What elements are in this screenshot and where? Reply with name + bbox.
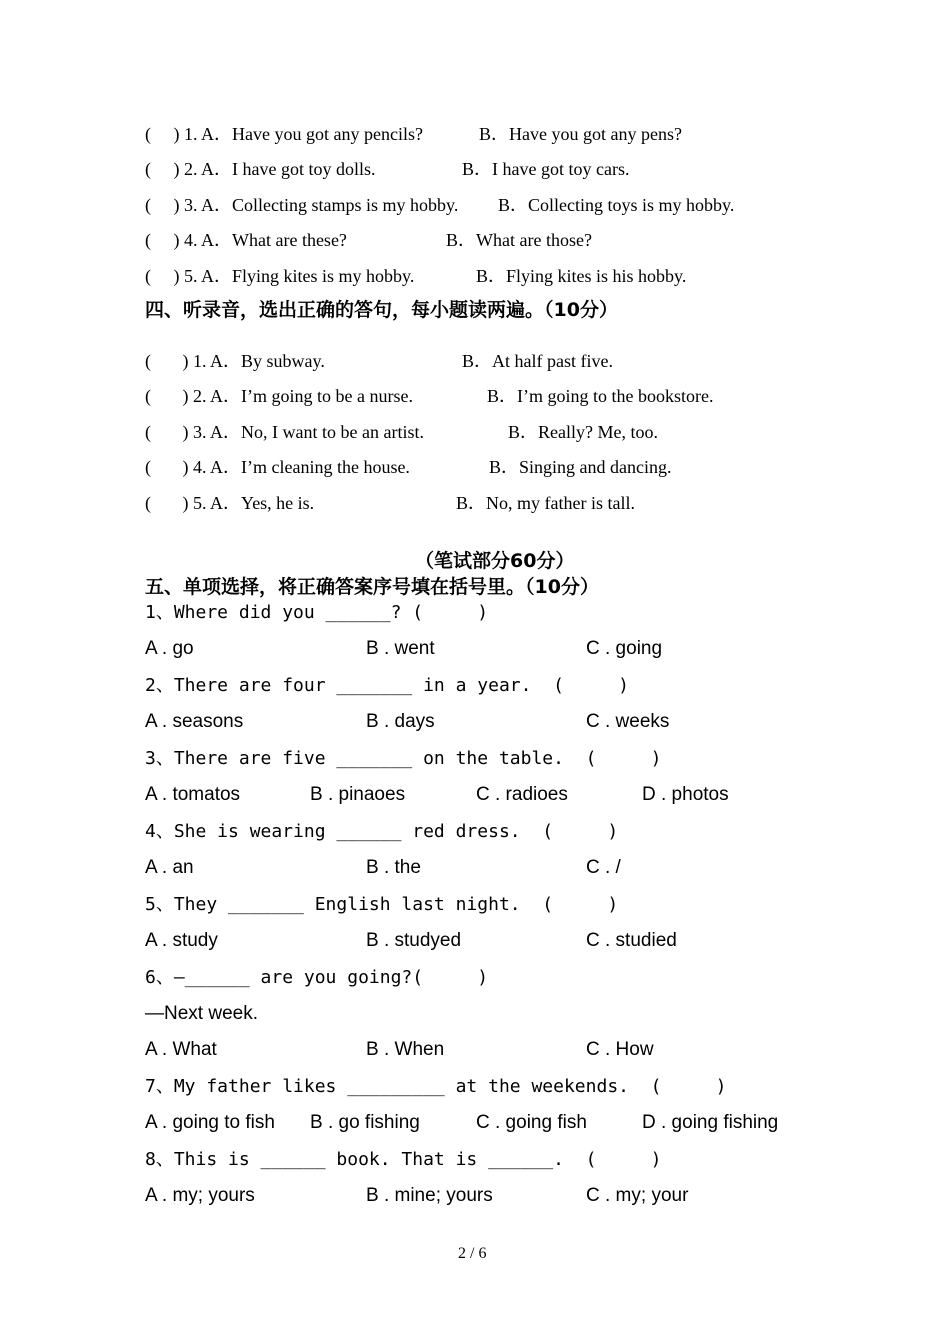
s3-item5-b: B．Flying kites is his hobby.	[476, 266, 687, 286]
s4-item1-a: ( ) 1. A．By subway.	[145, 351, 325, 371]
s4-item5-a: ( ) 5. A．Yes, he is.	[145, 493, 315, 513]
q8-option-a: A . my; yours	[145, 1185, 255, 1206]
q7-option-b: B . go fishing	[310, 1112, 420, 1133]
section4-heading: 四、听录音，选出正确的答句，每小题读两遍。（10分）	[145, 299, 618, 321]
q6-option-c: C . How	[586, 1039, 654, 1060]
q7-option-c: C . going fish	[476, 1112, 587, 1133]
s3-item2-b: B．I have got toy cars.	[462, 159, 630, 179]
q4-option-b: B . the	[366, 857, 421, 878]
q7-stem: 7、My father likes _________ at the weekends. ( )	[145, 1076, 727, 1097]
s3-item1-a: ( ) 1. A．Have you got any pencils?	[145, 124, 423, 144]
q7-option-d: D . going fishing	[642, 1112, 779, 1133]
s3-item4-b: B．What are those?	[446, 230, 592, 250]
section5-heading: 五、单项选择，将正确答案序号填在括号里。（10分）	[145, 576, 599, 598]
q3-option-c: C . radioes	[476, 784, 568, 805]
q7-option-a: A . going to fish	[145, 1112, 275, 1133]
q5-option-a: A . study	[145, 930, 218, 951]
q3-option-d: D . photos	[642, 784, 729, 805]
q2-option-a: A . seasons	[145, 711, 244, 732]
q1-option-b: B . went	[366, 638, 435, 659]
s4-item4-a: ( ) 4. A．I’m cleaning the house.	[145, 457, 410, 477]
s4-item5-b: B．No, my father is tall.	[456, 493, 635, 513]
q6-option-b: B . When	[366, 1039, 445, 1060]
q2-option-c: C . weeks	[586, 711, 670, 732]
q6-option-a: A . What	[145, 1039, 217, 1060]
q1-option-c: C . going	[586, 638, 663, 659]
q3-option-b: B . pinaoes	[310, 784, 406, 805]
page-number: 2 / 6	[458, 1245, 487, 1262]
s3-item3-a: ( ) 3. A．Collecting stamps is my hobby.	[145, 195, 459, 215]
q1-option-a: A . go	[145, 638, 194, 659]
q4-stem: 4、She is wearing ______ red dress. ( )	[145, 821, 619, 842]
q8-option-c: C . my; your	[586, 1185, 689, 1206]
s3-item3-b: B．Collecting toys is my hobby.	[498, 195, 735, 215]
s4-item3-a: ( ) 3. A．No, I want to be an artist.	[145, 422, 424, 442]
q5-option-c: C . studied	[586, 930, 677, 951]
q8-option-b: B . mine; yours	[366, 1185, 493, 1206]
s4-item2-b: B．I’m going to the bookstore.	[487, 386, 714, 406]
q5-option-b: B . studyed	[366, 930, 462, 951]
q4-option-a: A . an	[145, 857, 194, 878]
q8-stem: 8、This is ______ book. That is ______. ( )	[145, 1149, 662, 1170]
q4-option-c: C . /	[586, 857, 621, 878]
q3-option-a: A . tomatos	[145, 784, 241, 805]
q6-stem: 6、—______ are you going?( )	[145, 967, 489, 988]
s3-item1-b: B．Have you got any pens?	[479, 124, 682, 144]
q2-stem: 2、There are four _______ in a year. ( )	[145, 675, 629, 696]
s4-item1-b: B．At half past five.	[462, 351, 613, 371]
q1-stem: 1、Where did you ______? ( )	[145, 602, 489, 623]
q6-reply: —Next week.	[145, 1003, 258, 1024]
s3-item4-a: ( ) 4. A．What are these?	[145, 230, 347, 250]
s4-item2-a: ( ) 2. A．I’m going to be a nurse.	[145, 386, 413, 406]
s4-item4-b: B．Singing and dancing.	[489, 457, 672, 477]
s4-item3-b: B．Really? Me, too.	[508, 422, 658, 442]
q3-stem: 3、There are five _______ on the table. ( )	[145, 748, 662, 769]
q2-option-b: B . days	[366, 711, 435, 732]
s3-item2-a: ( ) 2. A．I have got toy dolls.	[145, 159, 376, 179]
written-part-title: （笔试部分60分）	[415, 550, 575, 572]
s3-item5-a: ( ) 5. A．Flying kites is my hobby.	[145, 266, 415, 286]
q5-stem: 5、They _______ English last night. ( )	[145, 894, 619, 915]
